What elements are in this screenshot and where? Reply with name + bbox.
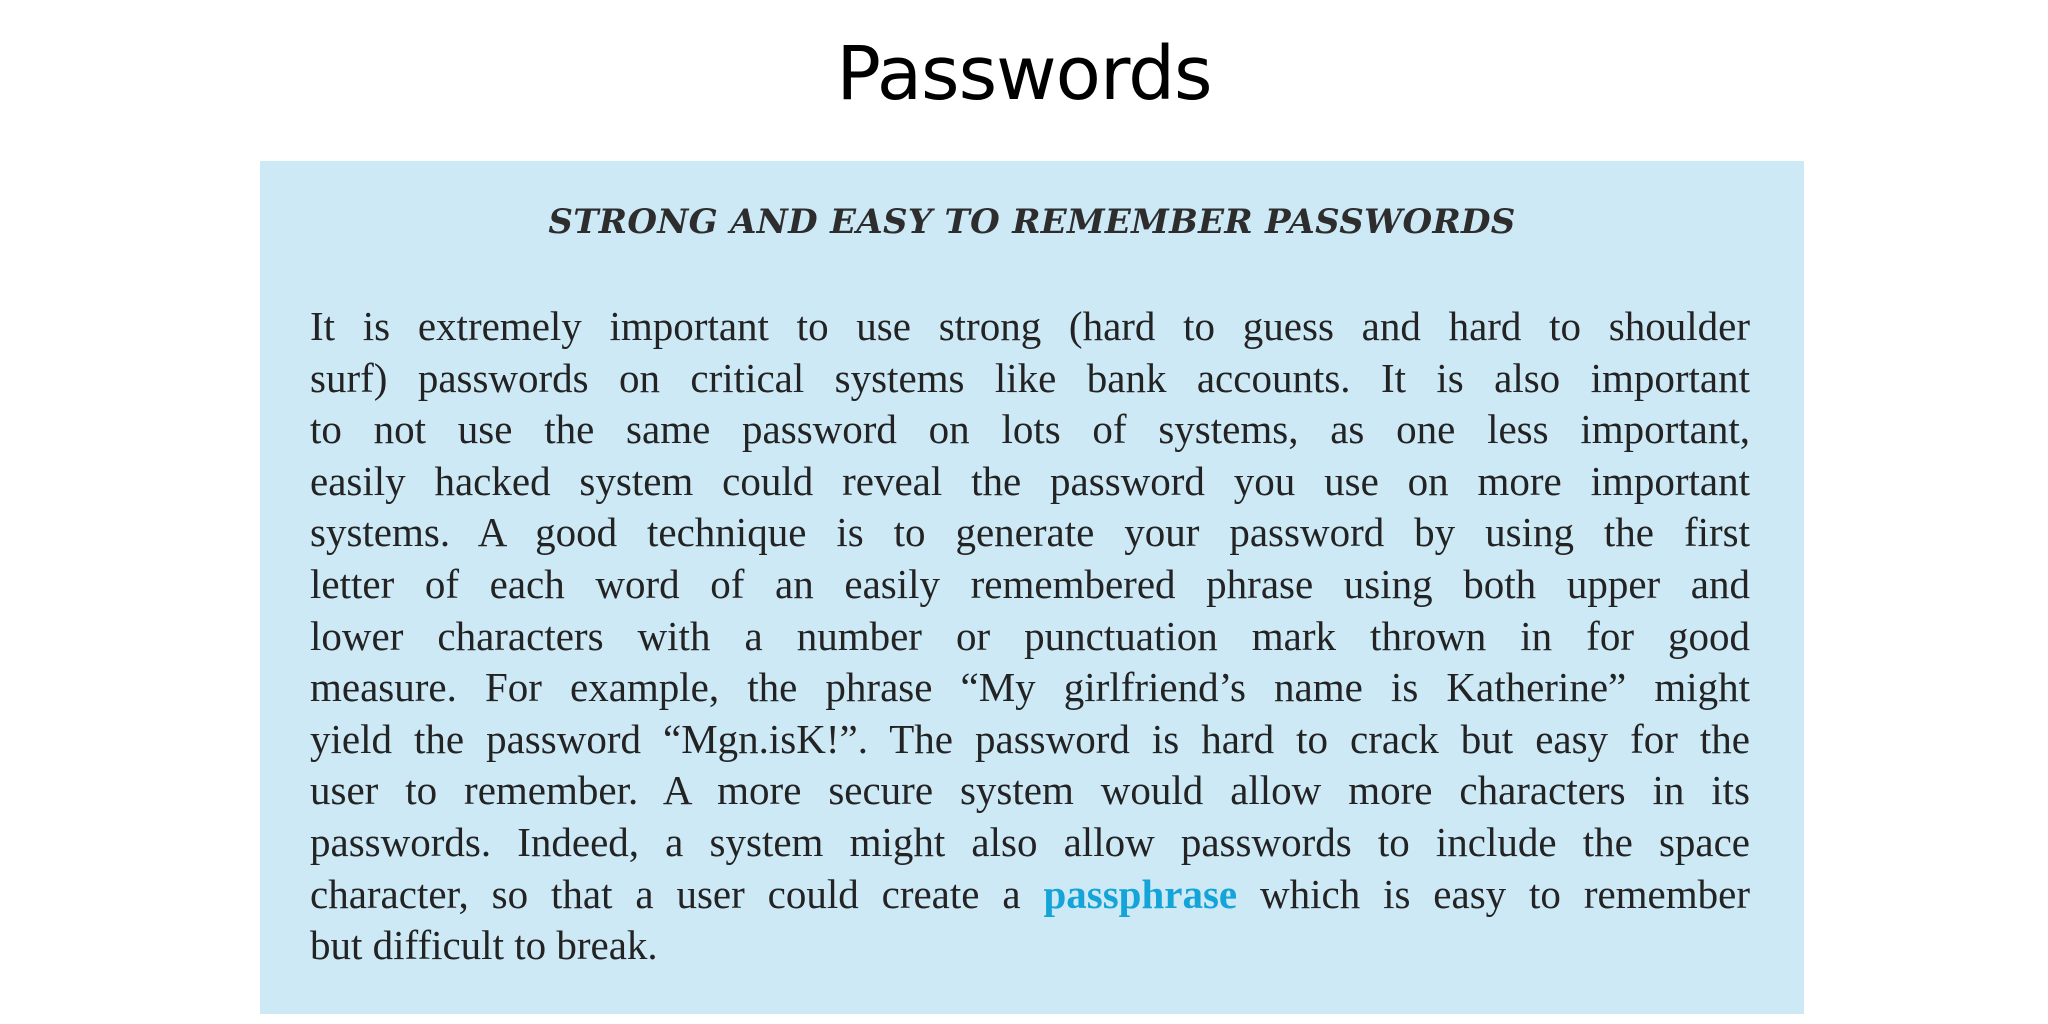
body-line: systems. A good technique is to generate your password by using the first [310,509,1750,556]
body-line-with-term [310,869,1750,921]
box-heading: STRONG AND EASY TO REMEMBER PASSWORDS [548,202,1516,242]
line-text-before: character, so that a user could create a [310,870,1044,917]
body-line: measure. For example, the phrase “My girlfriend’s name is Katherine” might [310,664,1750,711]
body-line-last: but difficult to break. [310,922,658,969]
body-line: to not use the same password on lots of systems, as one less important, [310,406,1750,453]
body-line: yield the password “Mgn.isK!”. The password is hard to crack but easy for the [310,715,1750,762]
passphrase-term: passphrase [1043,870,1238,917]
body-line: It is extremely important to use strong (hard to guess and hard to shoulder [310,303,1750,349]
highlight-box [260,161,1804,1014]
body-line: easily hacked system could reveal the password you use on more important [310,457,1750,504]
body-line: surf) passwords on critical systems like bank accounts. It is also important [310,354,1750,401]
body-line: letter of each word of an easily remembered phrase using both upper and [310,560,1750,607]
body-line: user to remember. A more secure system would allow more characters in its [310,767,1750,814]
body-line: passwords. Indeed, a system might also allow passwords to include the space [310,818,1750,865]
box-body-text [310,301,1750,972]
line-text-after: which is easy to remember [1237,870,1751,917]
body-line: lower characters with a number or punctuation mark thrown in for good [310,612,1750,659]
slide-title: Passwords [836,31,1212,117]
